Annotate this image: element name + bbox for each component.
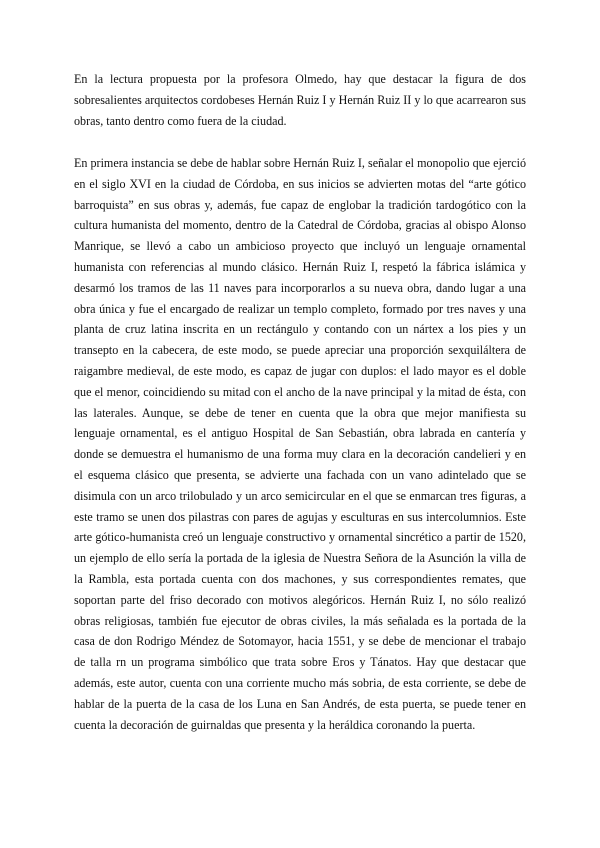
- body-paragraph: En primera instancia se debe de hablar sobre Hernán Ruiz I, señalar el monopolio que ejerció en el siglo XVI en la ciudad de Córdoba, en sus inicios se advierten motas del “arte gótico barroquista” en sus obras y, además, fue capaz de englobar la tradición tardogótico con la cultura humanista del momento, dentro de la Catedral de Córdoba, gracias al obispo Alonso Manrique, se llevó a cabo un ambicioso proyecto que incluyó un lenguaje ornamental humanista con referencias al mundo clásico. Hernán Ruiz I, respetó la fábrica islámica y desarmó los tramos de las 11 naves para incorporarlos a su nueva obra, dando lugar a una obra única y fue el encargado de realizar un templo completo, formado por tres naves y una planta de cruz latina inscrita en un rectángulo y contando con un nártex a los pies y un transepto en la cabecera, de este modo, se puede apreciar una proporción sexquiláltera de raigambre medieval, de este modo, es capaz de jugar con duplos: el lado mayor es el doble que el menor, coincidiendo su mitad con el ancho de la nave principal y la mitad de ésta, con las laterales. Aunque, se debe de tener en cuenta que la obra que mejor manifiesta su lenguaje ornamental, es el antiguo Hospital de San Sebastián, obra labrada en cantería y donde se demuestra el humanismo de una forma muy clara en la decoración candelieri y en el esquema clásico que presenta, se advierte una fachada con un vano adintelado que se disimula con un arco trilobulado y un arco semicircular en el que se enmarcan tres figuras, a este tramo se unen dos pilastras con pares de agujas y esculturas en sus intercolumnios. Este arte gótico-humanista creó un lenguaje constructivo y ornamental sincrético a partir de 1520, un ejemplo de ello sería la portada de la iglesia de Nuestra Señora de la Asunción la villa de la Rambla, esta portada cuenta con dos machones, y sus correspondientes remates, que soportan parte del friso decorado con motivos alegóricos. Hernán Ruiz I, no sólo realizó obras religiosas, también fue ejecutor de obras civiles, la más señalada es la portada de la casa de don Rodrigo Méndez de Sotomayor, hacia 1551, y se debe de mencionar el trabajo de talla rn un programa simbólico que trata sobre Eros y Tánatos. Hay que destacar que además, este autor, cuenta con una corriente mucho más sobria, de esta corriente, se debe de hablar de la puerta de la casa de los Luna en San Andrés, de esta puerta, se puede tener en cuenta la decoración de guirnaldas que presenta y la heráldica coronando la puerta.: [74, 156, 526, 732]
- intro-paragraph: En la lectura propuesta por la profesora Olmedo, hay que destacar la figura de dos sobresalientes arquitectos cordobeses Hernán Ruiz I y Hernán Ruiz II y lo que acarrearon sus obras, tanto dentro como fuera de la ciudad.: [74, 72, 526, 128]
